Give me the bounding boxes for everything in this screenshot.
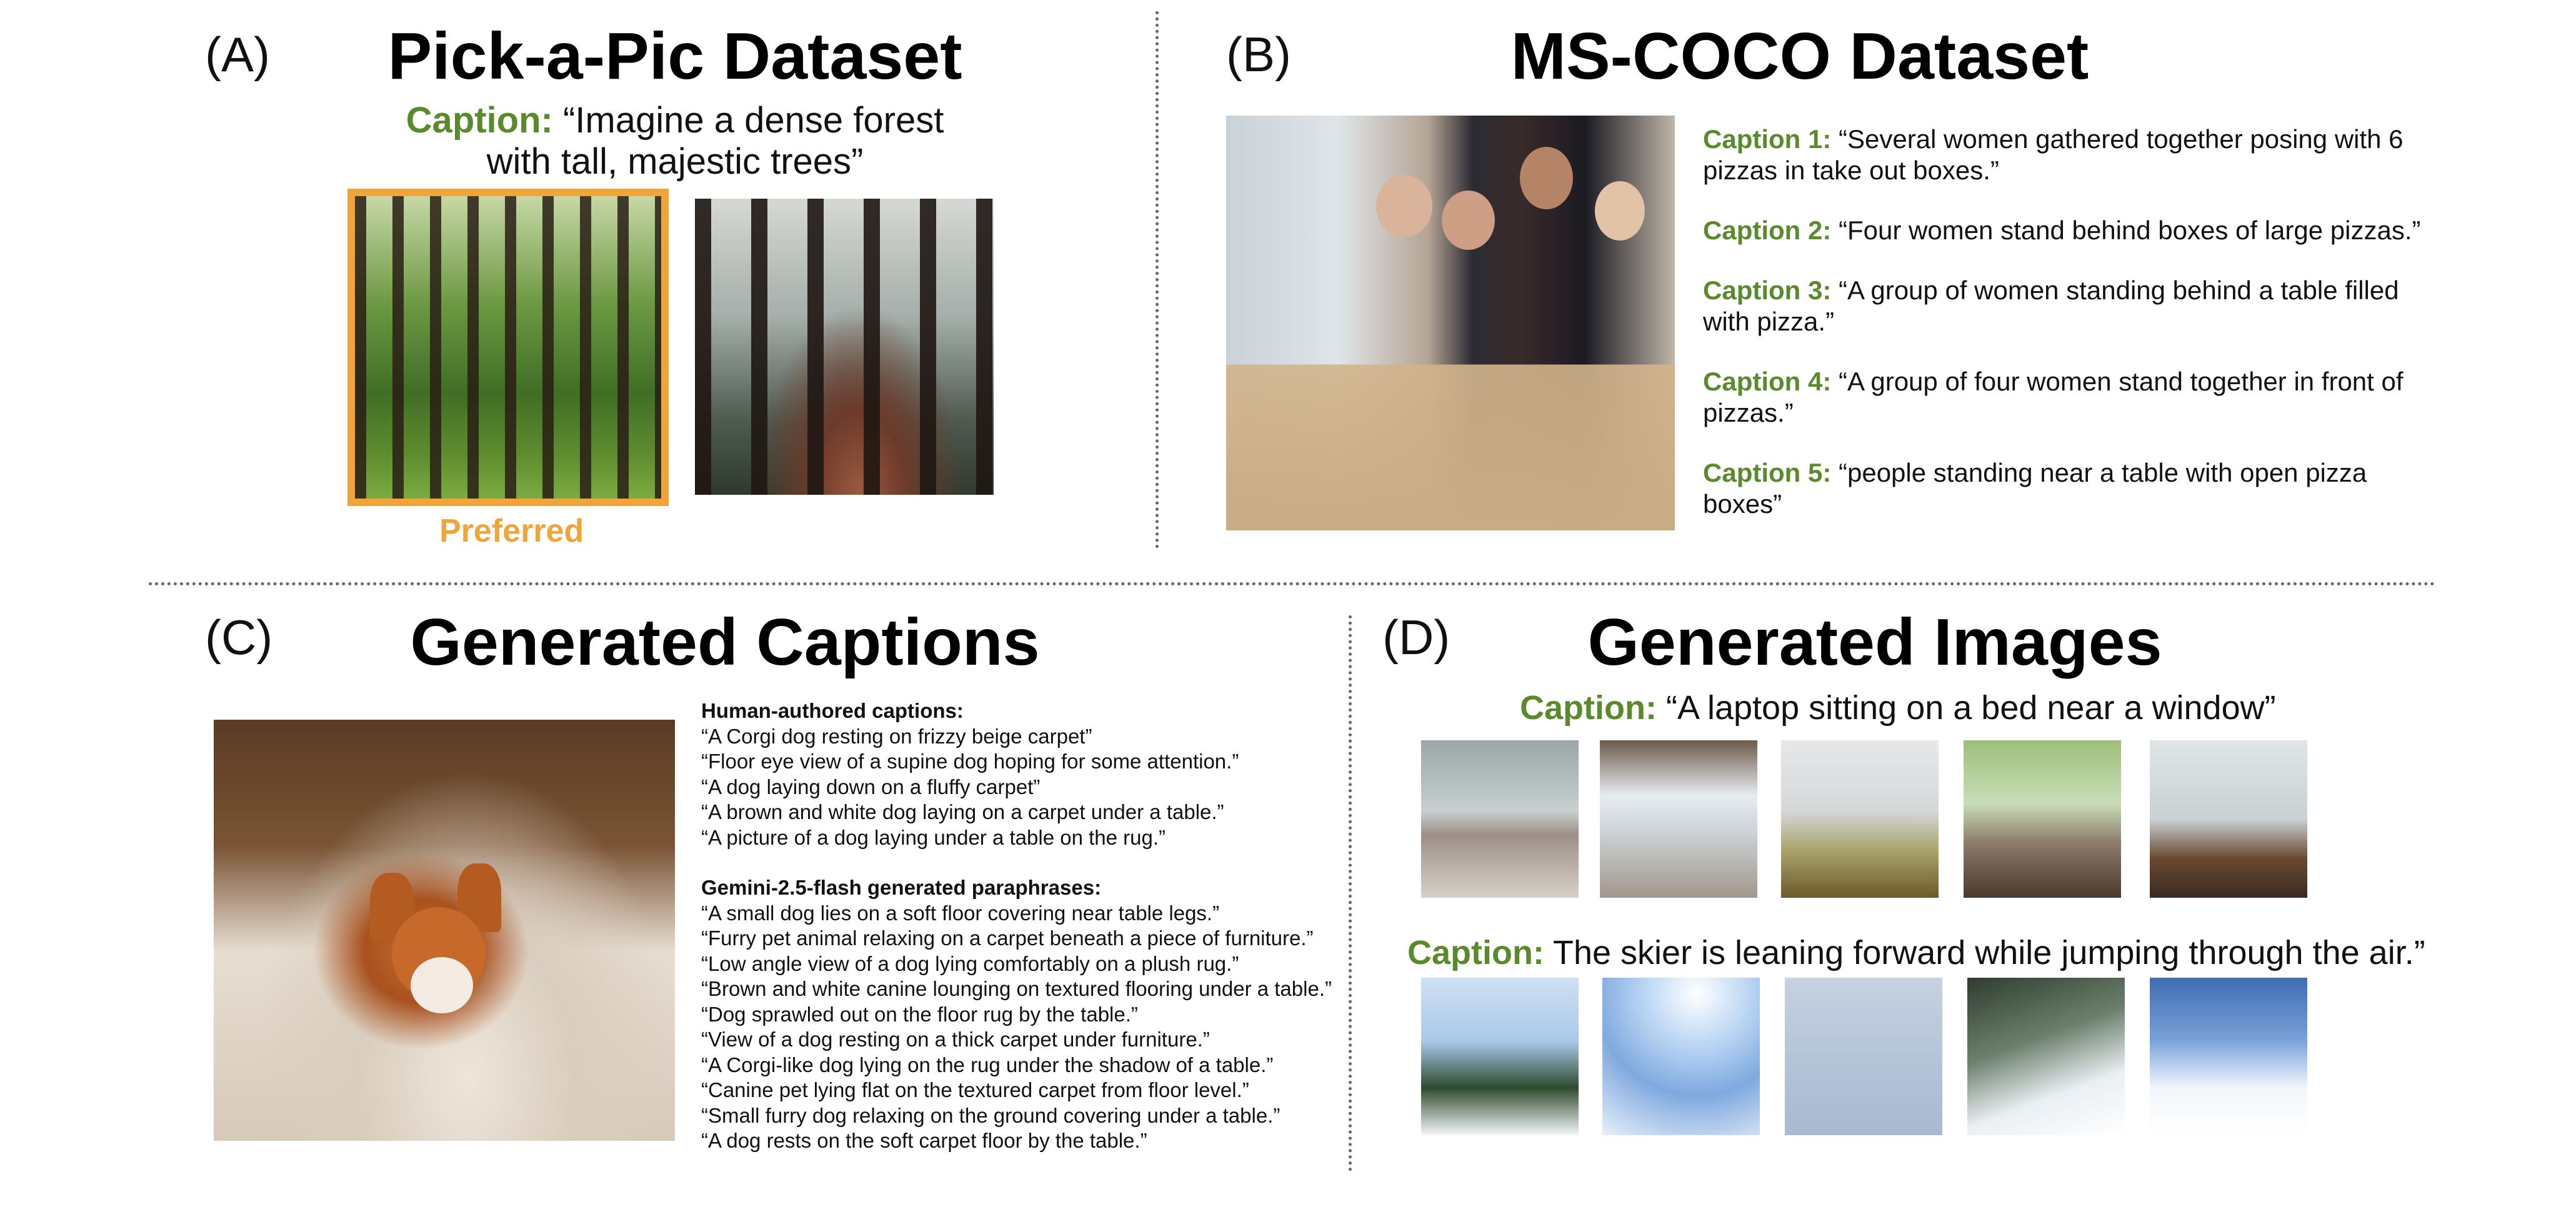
- caption-5: [1703, 457, 2565, 520]
- skier-image-3: [1785, 978, 1942, 1135]
- human-caption: “A brown and white dog laying on a carpet under a table.”: [701, 800, 1224, 823]
- panel-b-letter: (B): [1226, 27, 1291, 82]
- panel-a-caption: [350, 100, 1000, 182]
- mscoco-pizza-photo: [1226, 116, 1675, 530]
- gemini-caption: “Furry pet animal relaxing on a carpet beneath a piece of furniture.”: [701, 926, 1314, 950]
- panel-a-title: Pick-a-Pic Dataset: [387, 19, 962, 93]
- laptop-image-5: [2150, 740, 2307, 898]
- caption-5-text-cont: boxes”: [1703, 489, 1782, 519]
- panel-d-caption-2-label: Caption:: [1407, 934, 1544, 971]
- panel-d-caption-1-text: “A laptop sitting on a bed near a window”: [1665, 689, 2276, 727]
- gemini-captions-header: Gemini-2.5-flash generated paraphrases:: [701, 876, 1102, 899]
- panel-d-caption-1-label: Caption:: [1520, 689, 1657, 727]
- divider-horizontal: [149, 582, 2436, 585]
- laptop-image-3: [1781, 740, 1939, 898]
- caption-2-label: Caption 2:: [1703, 216, 1832, 245]
- panel-c-title: Generated Captions: [410, 605, 1040, 679]
- corgi-muzzle: [411, 957, 473, 1013]
- human-caption: “A Corgi dog resting on frizzy beige carpet”: [701, 724, 1092, 748]
- panel-b-title: MS-COCO Dataset: [1510, 19, 2089, 93]
- person-figure: [1376, 175, 1432, 237]
- panel-c-letter: (C): [205, 610, 273, 665]
- laptop-image-1: [1421, 740, 1579, 898]
- caption-3: [1703, 275, 2565, 337]
- gemini-caption: “A small dog lies on a soft floor covering near table legs.”: [701, 901, 1220, 925]
- gemini-caption: “Dog sprawled out on the floor rug by the table.”: [701, 1002, 1138, 1026]
- gemini-caption: “A dog rests on the soft carpet floor by the table.”: [701, 1129, 1147, 1152]
- divider-vertical-bottom: [1349, 615, 1352, 1171]
- panel-a-caption-label: Caption:: [406, 100, 553, 141]
- caption-5-text: “people standing near a table with open pizza: [1839, 458, 2367, 487]
- caption-4-text: “A group of four women stand together in front of: [1839, 367, 2404, 396]
- panel-d-caption-2-text: The skier is leaning forward while jumping through the air.”: [1552, 934, 2425, 971]
- laptop-image-2: [1600, 740, 1757, 898]
- caption-1-text-cont: pizzas in take out boxes.”: [1703, 156, 1999, 185]
- human-caption: “A dog laying down on a fluffy carpet”: [701, 775, 1041, 798]
- person-figure: [1595, 181, 1645, 241]
- skier-image-4: [1967, 978, 2125, 1135]
- caption-4-text-cont: pizzas.”: [1703, 398, 1794, 427]
- corgi-photo: [214, 720, 675, 1141]
- gemini-caption: “Canine pet lying flat on the textured carpet from floor level.”: [701, 1078, 1249, 1101]
- panel-d-caption-1: [1520, 688, 2276, 727]
- divider-vertical-top: [1156, 11, 1159, 549]
- person-figure: [1520, 147, 1573, 209]
- caption-4-label: Caption 4:: [1703, 367, 1832, 396]
- skier-image-2: [1602, 978, 1760, 1135]
- caption-3-text-cont: with pizza.”: [1703, 307, 1835, 336]
- caption-2-text: “Four women stand behind boxes of large pizzas.”: [1839, 216, 2421, 245]
- skier-image-1: [1421, 978, 1579, 1135]
- panel-d-caption-2: [1407, 933, 2425, 972]
- caption-1-text: “Several women gathered together posing with 6: [1839, 124, 2404, 154]
- human-caption: “Floor eye view of a supine dog hoping for some attention.”: [701, 750, 1239, 773]
- gemini-caption: “Small furry dog relaxing on the ground covering under a table.”: [701, 1103, 1281, 1127]
- gemini-caption: “Brown and white canine lounging on textured flooring under a table.”: [701, 977, 1332, 1000]
- caption-5-label: Caption 5:: [1703, 458, 1832, 487]
- panel-a-letter: (A): [205, 27, 270, 82]
- caption-4: [1703, 366, 2565, 429]
- human-captions-header: Human-authored captions:: [701, 699, 964, 722]
- panel-c-caption-list: [701, 698, 1332, 1154]
- panel-a-caption-line1: “Imagine a dense forest: [562, 100, 944, 141]
- forest-road-image: [695, 199, 994, 495]
- caption-3-text: “A group of women standing behind a table filled: [1839, 276, 2399, 305]
- skier-image-5: [2150, 978, 2307, 1135]
- gemini-caption: “A Corgi-like dog lying on the rug under the shadow of a table.”: [701, 1053, 1274, 1076]
- preferred-label: Preferred: [439, 513, 584, 549]
- caption-2: [1703, 215, 2565, 246]
- caption-1-label: Caption 1:: [1703, 124, 1832, 154]
- preferred-forest-image: [347, 189, 669, 506]
- gemini-caption: “Low angle view of a dog lying comfortably on a plush rug.”: [701, 951, 1239, 975]
- human-caption: “A picture of a dog laying under a table on the rug.”: [701, 825, 1166, 849]
- panel-d-letter: (D): [1382, 610, 1450, 665]
- gemini-caption: “View of a dog resting on a thick carpet under furniture.”: [701, 1028, 1210, 1051]
- panel-a-caption-line2: with tall, majestic trees”: [486, 141, 864, 182]
- caption-1: [1703, 124, 2565, 186]
- panel-b-captions: [1703, 124, 2565, 520]
- caption-3-label: Caption 3:: [1703, 276, 1832, 305]
- person-figure: [1442, 191, 1495, 250]
- laptop-image-4: [1964, 740, 2121, 898]
- panel-d-title: Generated Images: [1587, 605, 2162, 679]
